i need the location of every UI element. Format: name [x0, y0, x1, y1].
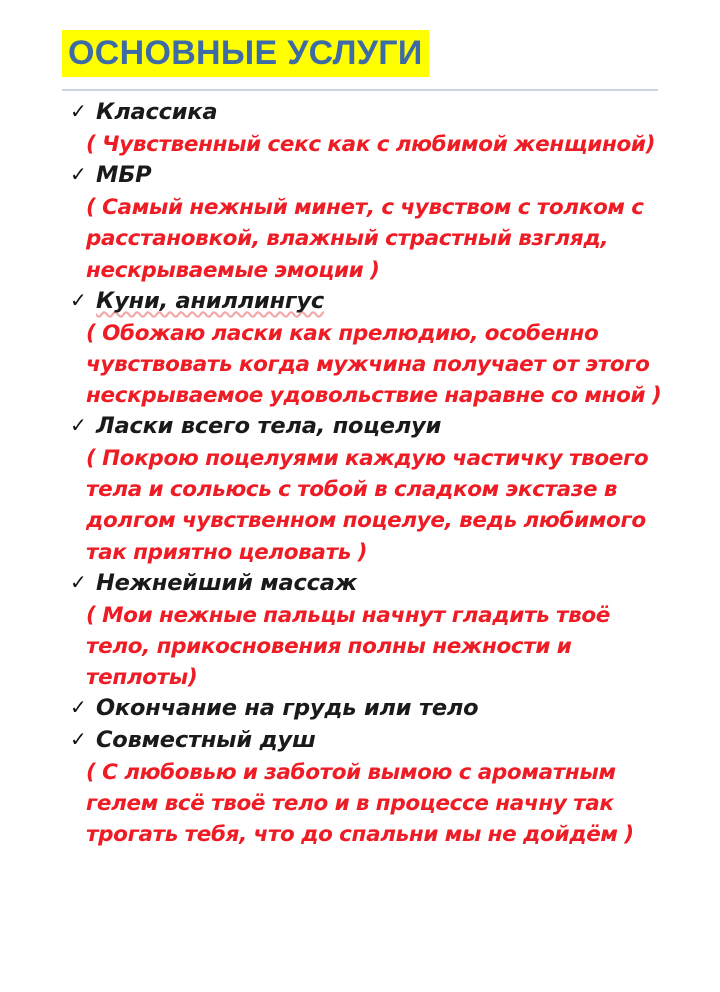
service-name: Окончание на грудь или тело: [96, 695, 479, 722]
list-item: [62, 693, 680, 725]
service-name: Ласки всего тела, поцелуи: [96, 413, 442, 440]
service-name: Нежнейший массаж: [96, 569, 357, 596]
service-name: Куни, аниллингус: [96, 287, 325, 314]
check-icon: ✓: [70, 162, 87, 187]
close-paren: ): [645, 382, 662, 408]
list-item: [62, 97, 680, 160]
service-heading: [62, 725, 680, 757]
close-paren: ): [617, 822, 634, 848]
open-paren: (: [86, 760, 103, 786]
service-description: ( Самый нежный минет, с чувством с толком с расстановкой, влажный страстный взгляд, нескрываемые эмоции ): [86, 195, 644, 283]
close-paren: ): [187, 665, 198, 691]
service-description: ( С любовью и заботой вымою с ароматным гелем всё твоё тело и в процессе начну так трогать тебя, что до спальни мы не дойдём ): [86, 760, 634, 848]
service-heading: [62, 411, 680, 443]
list-item: [62, 160, 680, 285]
check-icon: ✓: [70, 727, 87, 752]
service-name: Классика: [96, 99, 218, 126]
service-description: ( Обожаю ласки как прелюдию, особенно чувствовать когда мужчина получает от этого нескрываемое удовольствие наравне со мной ): [86, 320, 662, 408]
check-icon: ✓: [70, 569, 87, 594]
list-item: [62, 568, 680, 693]
close-paren: ): [350, 539, 368, 565]
service-description: ( Покрою поцелуями каждую частичку твоего тела и сольюсь с тобой в сладком экстазе в долгом чувственном поцелуе, ведь любимого так приятно целовать ): [86, 446, 649, 565]
check-icon: ✓: [70, 695, 87, 720]
check-icon: ✓: [70, 413, 87, 438]
service-heading: [62, 693, 680, 725]
list-item: [62, 286, 680, 411]
service-heading: [62, 160, 680, 192]
services-list: [0, 91, 720, 850]
service-name: Совместный душ: [96, 727, 316, 754]
service-heading: [62, 97, 680, 129]
open-paren: (: [86, 195, 103, 221]
open-paren: (: [86, 132, 103, 158]
title-block: [0, 0, 720, 77]
page-title: ОСНОВНЫЕ УСЛУГИ: [62, 30, 429, 77]
service-heading: [62, 286, 680, 318]
service-description: ( Мои нежные пальцы начнут гладить твоё тело, прикосновения полны нежности и теплоты): [86, 602, 610, 691]
open-paren: (: [86, 602, 103, 628]
list-item: [62, 725, 680, 850]
open-paren: (: [86, 446, 103, 472]
close-paren: ): [645, 132, 656, 158]
service-description: ( Чувственный секс как с любимой женщиной): [86, 132, 656, 158]
list-item: [62, 411, 680, 568]
open-paren: (: [86, 320, 103, 346]
check-icon: ✓: [70, 99, 87, 124]
service-heading: [62, 568, 680, 600]
check-icon: ✓: [70, 287, 87, 312]
close-paren: ): [363, 257, 380, 283]
service-name: МБР: [96, 162, 152, 189]
